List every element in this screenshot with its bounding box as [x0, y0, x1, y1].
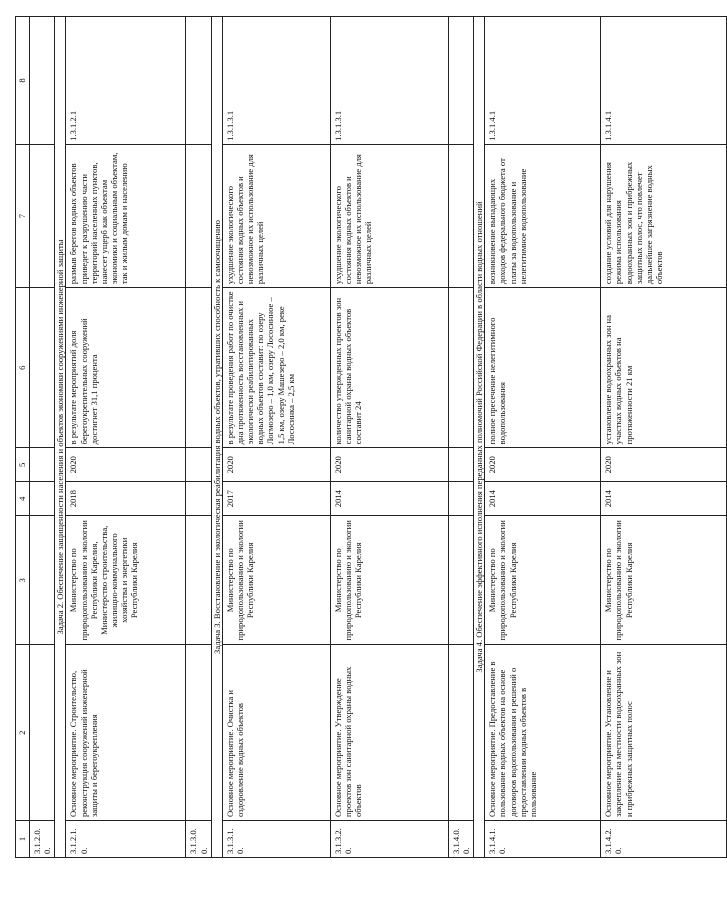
task-row [55, 17, 66, 858]
task-title: Задача 3. Восстановление и экологическая реабилитация водных объектов, утративших способность к самоочищению [211, 17, 222, 858]
table-body [16, 17, 727, 858]
empty-cell [448, 645, 473, 821]
program-table [15, 16, 727, 858]
header-cell: 5 [16, 448, 30, 482]
cell-start: 2014 [330, 482, 448, 516]
cell-link: 1.3.1.4.1 [601, 17, 727, 145]
empty-cell [30, 482, 55, 516]
task-row [474, 17, 485, 858]
empty-cell [30, 17, 55, 145]
cell-start: 2018 [66, 482, 186, 516]
table-row [222, 17, 330, 858]
empty-cell [448, 144, 473, 287]
header-cell: 4 [16, 482, 30, 516]
cell-end: 2020 [601, 448, 727, 482]
cell-name: Основное мероприятие. Строительство, реконструкция сооружений инженерной защиты и берегоукрепления [66, 645, 186, 821]
cell-start: 2014 [485, 482, 601, 516]
empty-cell [30, 645, 55, 821]
empty-cell [186, 645, 211, 821]
cell-link: 1.3.1.3.1 [222, 17, 330, 145]
empty-cell [448, 288, 473, 448]
empty-cell [186, 482, 211, 516]
header-cell: 1 [16, 821, 30, 858]
empty-cell [186, 17, 211, 145]
cell-name: Основное мероприятие. Установление и закрепление на местности водоохранных зон и прибрежных защитных полос [601, 645, 727, 821]
table-row [601, 17, 727, 858]
empty-cell [30, 516, 55, 645]
cell-result: в результате проведения работ по очистке дна протяженность восстановленных и экологически реабилитированных водных объектов составит: по озеру Логмозеро – 1,0 км, озеру Лососинное – 1,5 км, озеру Машезеро – 2,0 км, реке Лососинка – 2,5 км [222, 288, 330, 448]
table-row [485, 17, 601, 858]
task-title: Задача 4. Обеспечение эффективного исполнения переданных полномочий Российской Федерации в области водных отношений [474, 17, 485, 858]
header-cell: 6 [16, 288, 30, 448]
empty-cell [186, 144, 211, 287]
cell-consequence: возникновение выпадающих доходов федерального бюджета от платы за водопользование и нелегитимное водопользование [485, 144, 601, 287]
task-title: Задача 2. Обеспечение защищенности населения и объектов экономики сооружениями инженерной защиты [55, 17, 66, 858]
table-row [330, 17, 448, 858]
cell-consequence: ухудшение экологического состояния водных объектов и невозможное их использование для различных целей [222, 144, 330, 287]
empty-cell [448, 17, 473, 145]
cell-result: установление водоохранных зон на участках водных объектов на протяженности 21 км [601, 288, 727, 448]
header-cell: 7 [16, 144, 30, 287]
cell-name: Основное мероприятие. Очистка и оздоровление водных объектов [222, 645, 330, 821]
empty-cell [186, 448, 211, 482]
empty-cell [448, 448, 473, 482]
empty-cell [30, 288, 55, 448]
cell-end: 2020 [485, 448, 601, 482]
section-code: 3.1.4.0.0. [448, 821, 473, 858]
section-code: 3.1.3.0.0. [186, 821, 211, 858]
cell-executor: Министерство по природопользованию и экологии Республики Карелия, Министерство строительства, жилищно-коммунального хозяйства и энергетики Республики Карелия [66, 516, 186, 645]
cell-executor: Министерство по природопользованию и экологии Республики Карелия [330, 516, 448, 645]
cell-code: 3.1.4.2.0. [601, 821, 727, 858]
section-code-row [186, 17, 211, 858]
empty-cell [30, 144, 55, 287]
cell-link: 1.3.1.4.1 [485, 17, 601, 145]
cell-executor: Министерство по природопользованию и экологии Республики Карелия [601, 516, 727, 645]
header-cell: 8 [16, 17, 30, 145]
cell-name: Основное мероприятие. Утверждение проектов зон санитарной охраны водных объектов [330, 645, 448, 821]
empty-cell [30, 448, 55, 482]
cell-end: 2020 [222, 448, 330, 482]
cell-consequence: ухудшение экологического состояния водных объектов и невозможное их использование для различных целей [330, 144, 448, 287]
cell-start: 2014 [601, 482, 727, 516]
cell-end: 2020 [330, 448, 448, 482]
empty-cell [448, 516, 473, 645]
cell-result: полное пресечение нелегитимного водопользования [485, 288, 601, 448]
cell-code: 3.1.4.1.0. [485, 821, 601, 858]
cell-consequence: создание условий для нарушения режима использования водоохранных зон и прибрежных защитных полос, что повлечет дальнейшее загрязнение водных объектов [601, 144, 727, 287]
cell-executor: Министерство по природопользованию и экологии Республики Карелия [222, 516, 330, 645]
cell-link: 1.3.1.3.1 [330, 17, 448, 145]
cell-start: 2017 [222, 482, 330, 516]
header-cell: 3 [16, 516, 30, 645]
cell-code: 3.1.3.1.0. [222, 821, 330, 858]
cell-result: в результате мероприятий доля берегоукрепительных сооружений достигнет 31,1 процента [66, 288, 186, 448]
cell-result: количество утвержденных проектов зон санитарной охраны водных объектов составит 24 [330, 288, 448, 448]
empty-cell [448, 482, 473, 516]
section-code: 3.1.2.0.0. [30, 821, 55, 858]
task-row [211, 17, 222, 858]
section-code-row [30, 17, 55, 858]
cell-consequence: размыв берегов водных объектов приведет к разрушению части территорий населенных пунктов, нанесет ущерб как объектам экономики и социальным объектам, так и жилым домам и населению [66, 144, 186, 287]
header-row [16, 17, 30, 858]
cell-executor: Министерство по природопользованию и экологии Республики Карелия [485, 516, 601, 645]
section-code-row [448, 17, 473, 858]
empty-cell [186, 288, 211, 448]
cell-name: Основное мероприятие. Предоставление в пользование водных объектов на основе договоров водопользования и решений о предоставлении водных объектов в пользование [485, 645, 601, 821]
cell-link: 1.3.1.2.1 [66, 17, 186, 145]
cell-code: 3.1.3.2.0. [330, 821, 448, 858]
header-cell: 2 [16, 645, 30, 821]
cell-end: 2020 [66, 448, 186, 482]
empty-cell [186, 516, 211, 645]
cell-code: 3.1.2.1.0. [66, 821, 186, 858]
table-row [66, 17, 186, 858]
